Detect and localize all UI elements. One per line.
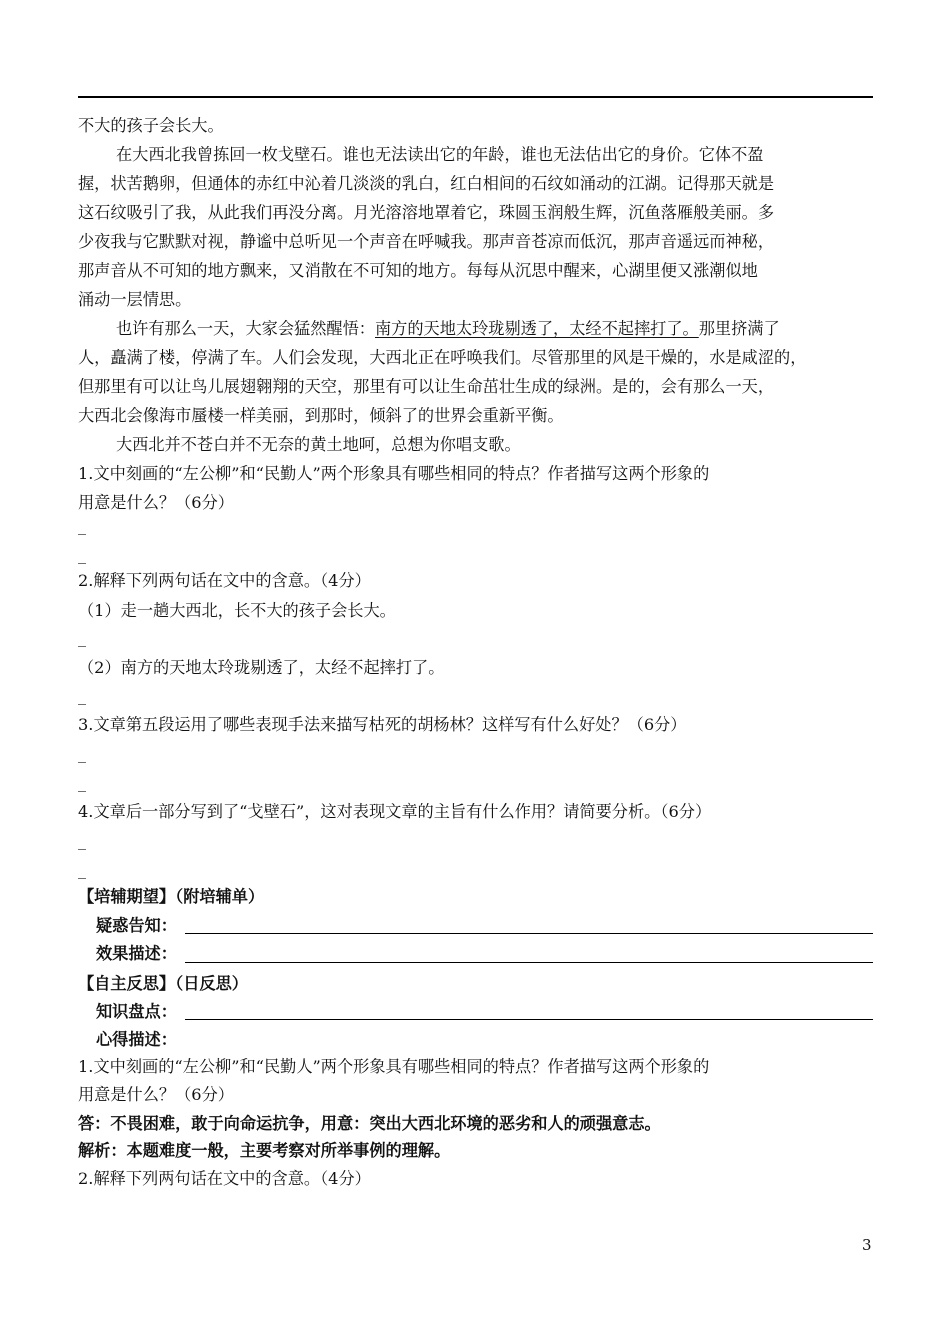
answer-blank[interactable]: _: [78, 516, 86, 535]
page-number: 3: [862, 1236, 872, 1254]
question-2-1: （1）走一趟大西北，长不大的孩子会长大。: [78, 601, 396, 620]
question-2: 2.解释下列两句话在文中的含意。（4分）: [78, 571, 371, 590]
passage-line: 人，矗满了楼，停满了车。人们会发现，大西北正在呼唤我们。尽管那里的风是干燥的，水是咸涩的，: [78, 348, 807, 367]
answer-blank[interactable]: _: [78, 831, 86, 850]
answer-question-1-cont: 用意是什么？（6分）: [78, 1085, 234, 1104]
doubts-label: 疑惑告知：: [96, 916, 177, 935]
passage-line: 不大的孩子会长大。: [78, 116, 224, 135]
knowledge-label: 知识盘点：: [96, 1002, 177, 1021]
question-4: 4.文章后一部分写到了“戈壁石”，这对表现文章的主旨有什么作用？请简要分析。（6分）: [78, 802, 712, 821]
reflection-header: 【自主反思】（日反思）: [78, 974, 248, 993]
passage-text: 也许有那么一天，大家会猛然醒悟：: [116, 319, 375, 338]
effect-label: 效果描述：: [96, 944, 177, 963]
tutoring-header: 【培辅期望】（附培辅单）: [78, 887, 265, 906]
question-2-2: （2）南方的天地太玲珑剔透了，太经不起摔打了。: [78, 658, 445, 677]
answer-blank[interactable]: _: [78, 686, 86, 705]
answer-question-2: 2.解释下列两句话在文中的含意。（4分）: [78, 1169, 371, 1188]
header-rule: [78, 96, 873, 98]
passage-line: 那声音从不可知的地方飘来，又消散在不可知的地方。每每从沉思中醒来，心湖里便又涨潮似地: [78, 261, 758, 280]
answer-1: 答：不畏困难，敢于向命运抗争，用意：突出大西北环境的恶劣和人的顽强意志。: [78, 1114, 661, 1133]
question-1-cont: 用意是什么？（6分）: [78, 493, 234, 512]
analysis-1: 解析：本题难度一般，主要考察对所举事例的理解。: [78, 1141, 451, 1160]
underlined-sentence: 南方的天地太玲珑剔透了，太经不起摔打了。: [375, 319, 699, 338]
passage-line: 大西北并不苍白并不无奈的黄土地呵，总想为你唱支歌。: [116, 435, 521, 454]
answer-blank[interactable]: _: [78, 744, 86, 763]
passage-line: 这石纹吸引了我，从此我们再没分离。月光溶溶地罩着它，珠圆玉润般生辉，沉鱼落雁般美丽。多: [78, 203, 775, 222]
answer-blank[interactable]: _: [78, 773, 86, 792]
passage-line: 在大西北我曾拣回一枚戈壁石。谁也无法读出它的年龄，谁也无法估出它的身价。它体不盈: [116, 145, 764, 164]
doubts-field[interactable]: [185, 933, 873, 934]
effect-field[interactable]: [185, 962, 873, 963]
answer-blank[interactable]: _: [78, 628, 86, 647]
answer-blank[interactable]: _: [78, 545, 86, 564]
knowledge-field[interactable]: [185, 1019, 873, 1020]
insight-label: 心得描述：: [96, 1030, 177, 1049]
passage-line: 少夜我与它默默对视，静谧中总听见一个声音在呼喊我。那声音苍凉而低沉，那声音遥远而神秘，: [78, 232, 775, 251]
passage-line: 但那里有可以让鸟儿展翅翱翔的天空，那里有可以让生命茁壮生成的绿洲。是的，会有那么一天，: [78, 377, 775, 396]
passage-text: 那里挤满了: [698, 319, 780, 338]
passage-line: 握，状苦鹅卵，但通体的赤红中沁着几淡淡的乳白，红白相间的石纹如涌动的江湖。记得那天就是: [78, 174, 775, 193]
passage-line: 涌动一层情思。: [78, 290, 192, 309]
answer-blank[interactable]: _: [78, 860, 86, 879]
question-1: 1.文中刻画的“左公柳”和“民勤人”两个形象具有哪些相同的特点？作者描写这两个形象的: [78, 464, 710, 483]
passage-line: 大西北会像海市蜃楼一样美丽，到那时，倾斜了的世界会重新平衡。: [78, 406, 564, 425]
passage-line: [78, 321, 916, 337]
question-3: 3.文章第五段运用了哪些表现手法来描写枯死的胡杨林？这样写有什么好处？（6分）: [78, 715, 687, 734]
answer-question-1: 1.文中刻画的“左公柳”和“民勤人”两个形象具有哪些相同的特点？作者描写这两个形象的: [78, 1057, 710, 1076]
